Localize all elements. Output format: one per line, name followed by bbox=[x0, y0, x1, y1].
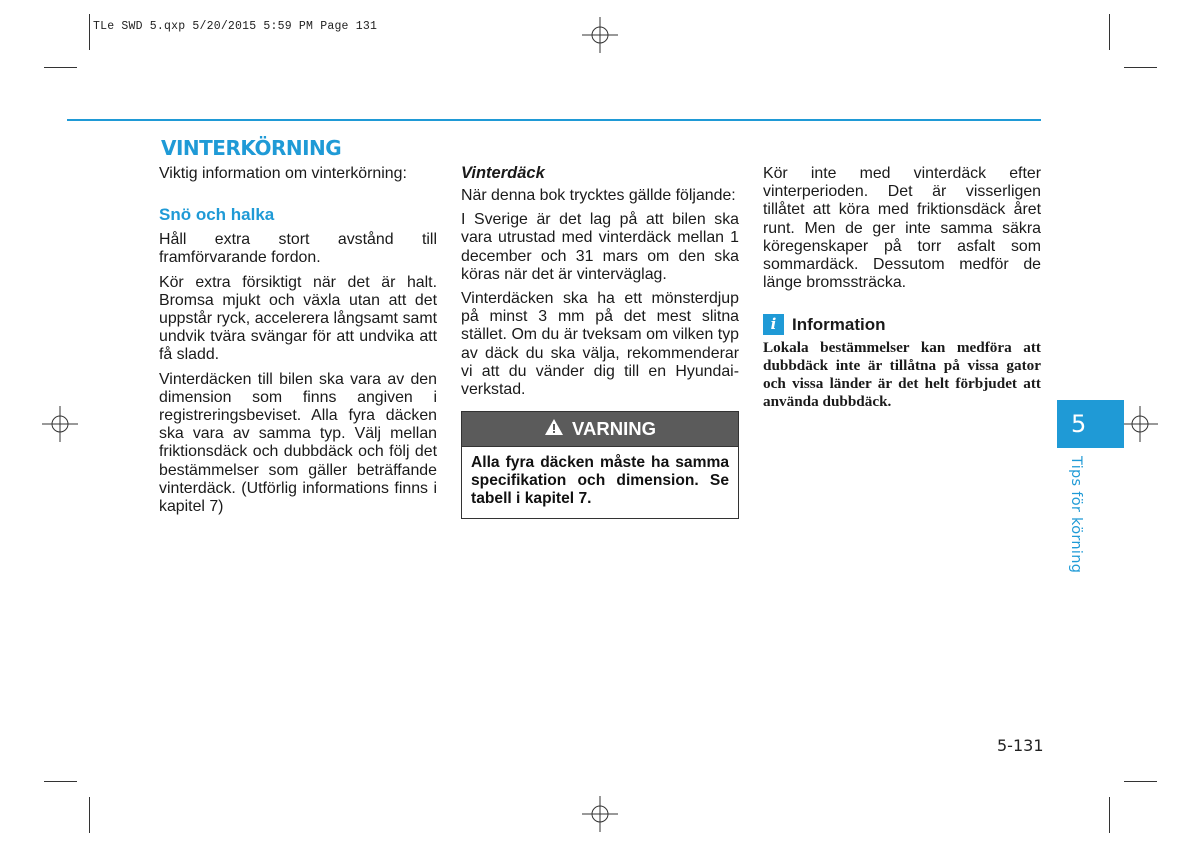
crop-mark bbox=[1124, 67, 1157, 68]
page-number: 5-131 bbox=[997, 736, 1044, 755]
paragraph: Vinterdäcken till bilen ska vara av den dimension som finns angiven i registreringsbeviset. Alla fyra däcken ska vara av samma typ. Välj mellan friktionsdäck och dubbdäck och följ det bestämmelser som gäller beträffande vinterdäck. (Utförlig informations finns i kapitel 7) bbox=[159, 370, 437, 516]
header-rule bbox=[67, 119, 1041, 121]
crop-mark bbox=[44, 781, 77, 782]
crop-mark bbox=[44, 67, 77, 68]
column-right bbox=[763, 165, 1041, 411]
section-title: VINTERKÖRNING bbox=[161, 136, 342, 160]
warning-title: VARNING bbox=[572, 418, 656, 440]
info-text: Lokala bestämmelser kan medföra att dubbdäck inte är tillåtna på vissa gator och vissa länder är det helt förbjudet att använda dubbdäck. bbox=[763, 339, 1041, 411]
warning-triangle-icon bbox=[544, 418, 564, 441]
printer-slug: TLe SWD 5.qxp 5/20/2015 5:59 PM Page 131 bbox=[93, 20, 378, 33]
paragraph: Håll extra stort avstånd till framförvarande fordon. bbox=[159, 231, 437, 267]
crop-mark bbox=[89, 797, 90, 833]
subheading-snow: Snö och halka bbox=[159, 205, 275, 225]
paragraph: När denna bok trycktes gällde följande: bbox=[461, 187, 736, 204]
warning-box bbox=[461, 411, 739, 519]
crop-mark bbox=[1124, 781, 1157, 782]
registration-mark-icon bbox=[582, 796, 618, 832]
column-middle bbox=[461, 164, 739, 519]
info-title: Information bbox=[792, 314, 886, 334]
registration-mark-icon bbox=[582, 17, 618, 53]
registration-mark-icon bbox=[1122, 406, 1158, 442]
crop-mark bbox=[1109, 797, 1110, 833]
column-left bbox=[159, 165, 437, 522]
warning-header bbox=[462, 412, 738, 447]
paragraph: Vinterdäcken ska ha ett mönsterdjup på minst 3 mm på det mest slitna stället. Om du är tveksam om vilken typ av däck du ska välja, rekommenderar vi att du vänder dig till en Hyundai-verkstad. bbox=[461, 290, 739, 399]
paragraph: Kör inte med vinterdäck efter vinterperioden. Det är visserligen tillåtet att köra med friktionsdäck året runt. Men de ger inte samma säkra köregenskaper på torr asfalt som sommardäck. Dessutom medför de länge bromssträcka. bbox=[763, 165, 1041, 292]
info-icon: i bbox=[763, 314, 784, 335]
subheading-winter-tyres: Vinterdäck bbox=[461, 164, 545, 182]
intro-text: Viktig information om vinterkörning: bbox=[159, 165, 407, 182]
chapter-label: Tips för körning bbox=[1068, 456, 1084, 574]
registration-mark-icon bbox=[42, 406, 78, 442]
crop-mark bbox=[1109, 14, 1110, 50]
chapter-tab: 5 bbox=[1057, 400, 1124, 448]
paragraph: I Sverige är det lag på att bilen ska vara utrustad med vinterdäck mellan 1 december och 31 mars om den ska köras när det är vinterväglag. bbox=[461, 211, 739, 283]
paragraph: Kör extra försiktigt när det är halt. Bromsa mjukt och växla utan att det uppstår ryck, accelerera långsamt samt undvik tvära svängar för att undvika att få sladd. bbox=[159, 273, 437, 364]
crop-mark bbox=[89, 14, 90, 50]
info-header bbox=[763, 314, 1041, 335]
warning-text: Alla fyra däcken måste ha samma specifikation och dimension. Se tabell i kapitel 7. bbox=[471, 454, 729, 508]
